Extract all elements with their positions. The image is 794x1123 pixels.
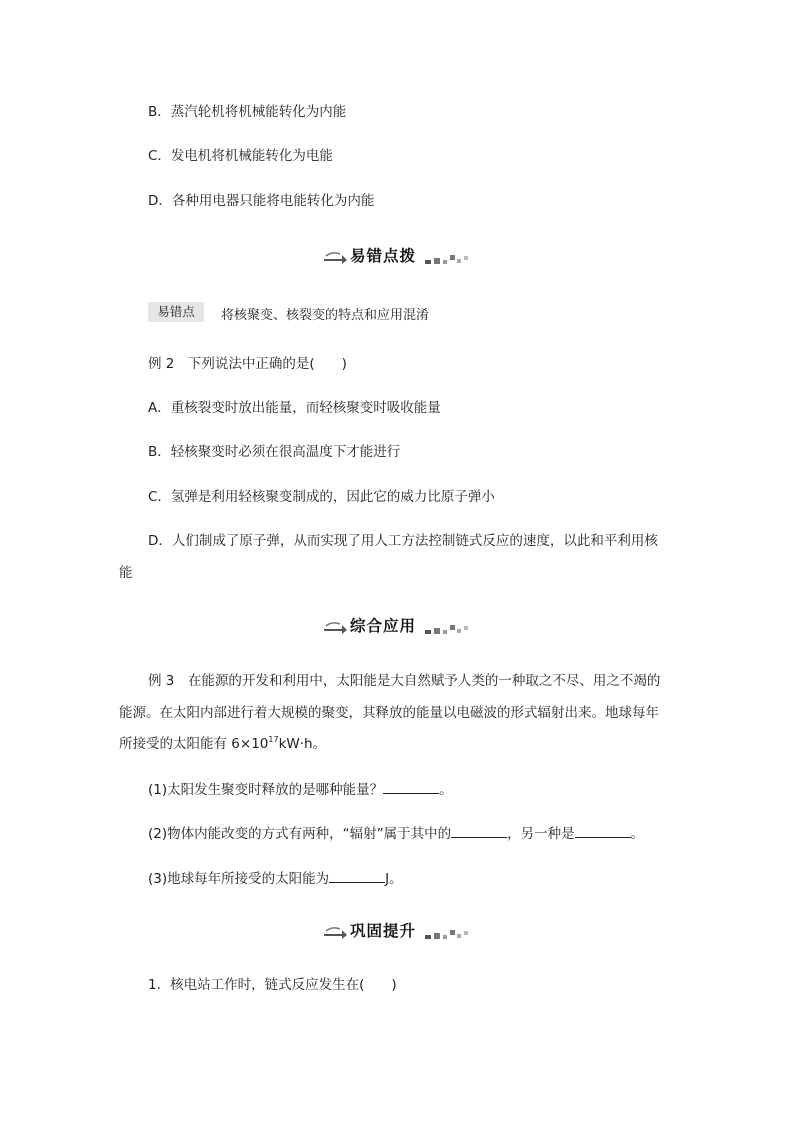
section-header-error <box>322 245 472 267</box>
option-b: B．蒸汽轮机将机械能转化为内能 <box>148 104 347 120</box>
answer-blank[interactable] <box>383 779 439 794</box>
option-c: C．发电机将机械能转化为电能 <box>148 148 333 164</box>
answer-blank[interactable] <box>329 868 385 883</box>
dots-decoration-icon <box>424 619 472 635</box>
example3-subquestion-3: (3)地球每年所接受的太阳能为 J。 <box>148 868 403 889</box>
example3-subquestion-2: (2)物体内能改变的方式有两种，“辐射”属于其中的 ，另一种是 。 <box>148 823 644 844</box>
section-title: 综合应用 <box>350 617 417 635</box>
example3-label: 例 3 <box>148 673 175 689</box>
practice-question-1: 1．核电站工作时，链式反应发生在( ) <box>148 977 397 993</box>
arrow-icon <box>322 248 348 264</box>
example2-option-d: D．人们制成了原子弹，从而实现了用人工方法控制链式反应的速度，以此和平利用核 <box>148 533 658 549</box>
section-header-apply <box>322 615 472 637</box>
example2-stem: 下列说法中正确的是( ) <box>187 356 347 372</box>
example2-option-a: A．重核裂变时放出能量，而轻核聚变时吸收能量 <box>148 400 441 416</box>
error-point-description: 将核聚变、核裂变的特点和应用混淆 <box>221 308 430 323</box>
example2-option-d-cont: 能 <box>119 565 133 581</box>
answer-blank[interactable] <box>575 823 631 838</box>
dots-decoration-icon <box>424 249 472 265</box>
example2-option-c: C．氢弹是利用轻核聚变制成的，因此它的威力比原子弹小 <box>148 489 495 505</box>
arrow-icon <box>322 923 348 939</box>
example3-line2: 能源。在太阳内部进行着大规模的聚变，其释放的能量以电磁波的形式辐射出来。地球每年 <box>119 705 659 721</box>
section-title: 易错点拨 <box>350 247 417 265</box>
section-header-consolidate <box>322 920 472 942</box>
dots-decoration-icon <box>424 924 472 940</box>
example3-line3: 所接受的太阳能有 $6\times 10^{17}kW\cdot h$。 <box>119 735 327 752</box>
answer-blank[interactable] <box>451 823 507 838</box>
option-d: D．各种用电器只能将电能转化为内能 <box>148 193 375 209</box>
error-point-tag: 易错点 <box>148 302 204 322</box>
example3-line1: 例 3 在能源的开发和利用中，太阳能是大自然赋予人类的一种取之不尽、用之不竭的 <box>148 673 661 689</box>
arrow-icon <box>322 618 348 634</box>
example3-subquestion-1: (1)太阳发生聚变时释放的是哪种能量？ 。 <box>148 779 453 800</box>
section-title: 巩固提升 <box>350 922 417 940</box>
example2-option-b: B．轻核聚变时必须在很高温度下才能进行 <box>148 444 401 460</box>
example2-label: 例 2 <box>148 356 175 372</box>
example2-question <box>148 354 347 374</box>
